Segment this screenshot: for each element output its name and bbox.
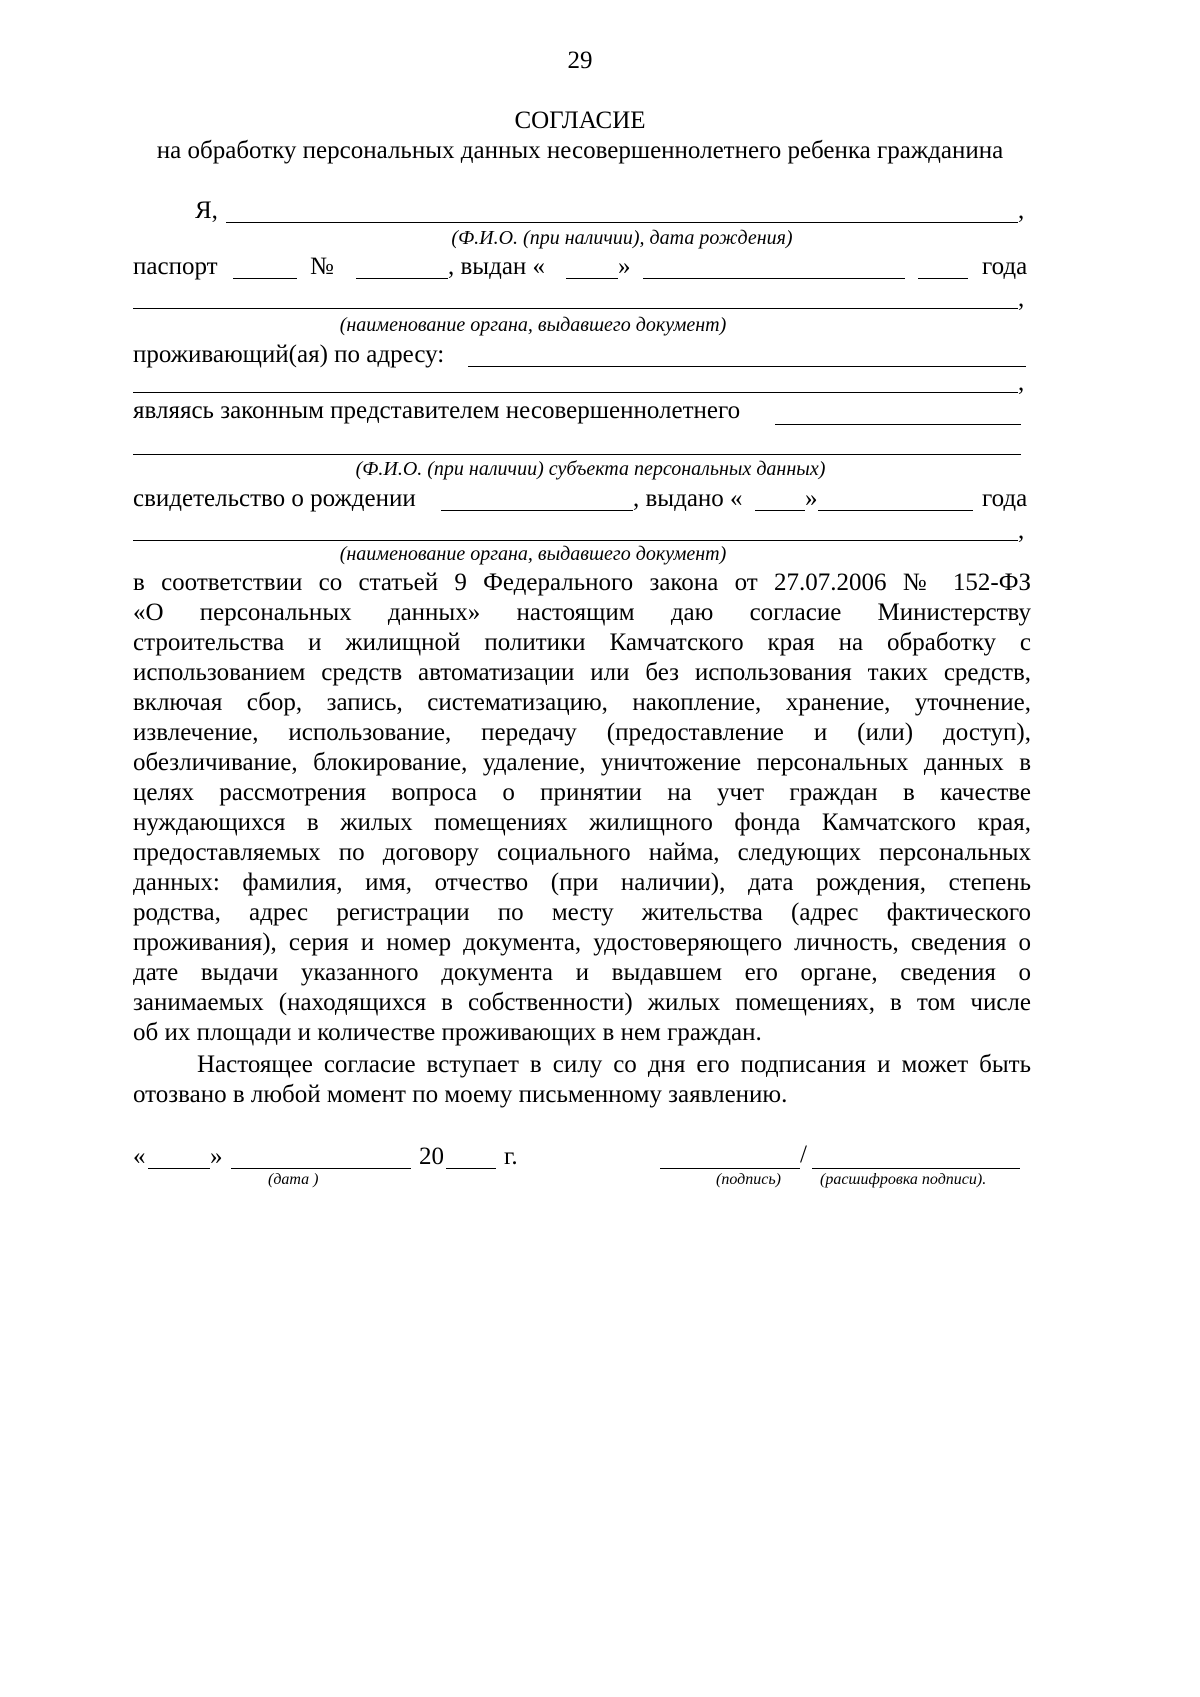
fio-field[interactable] [226,222,1018,223]
birth-cert-month-field[interactable] [818,510,973,511]
paragraph-line: использованием средств автоматизации или без использования таких средств, [133,659,1031,686]
issued-neut-label: , выдано « [633,485,743,512]
paragraph-line: обезличивание, блокирование, удаление, уничтожение персональных данных в [133,749,1031,776]
date-day-field[interactable] [148,1168,210,1169]
minor-name-field-2[interactable] [133,454,1021,455]
paragraph-line: дате выдачи указанного документа и выдавшем его органе, сведения о [133,959,1031,986]
paragraph-line: строительства и жилищной политики Камчатского края на обработку с [133,629,1031,656]
issued-label: , выдан « [448,253,546,280]
year-suffix: г. [504,1143,518,1170]
passport-issue-day-field[interactable] [566,278,618,279]
paragraph-line: Настоящее согласие вступает в силу со дня его подписания и может быть [197,1051,1031,1078]
caption-subject: (Ф.И.О. (при наличии) субъекта персональных данных) [355,458,826,480]
paragraph-line: об их площади и количестве проживающих в нем граждан. [133,1019,762,1046]
signature-slash: / [800,1141,807,1168]
document-title: СОГЛАСИЕ [514,107,646,134]
address-field-2[interactable] [133,392,1018,393]
representative-label: являясь законным представителем несовершеннолетнего [133,397,741,424]
paragraph-line: целях рассмотрения вопроса о принятии на учет граждан в качестве [133,779,1031,806]
date-quote-open: « [133,1143,146,1170]
birth-cert-number-field[interactable] [441,510,633,511]
paragraph-line: нуждающихся в жилых помещениях жилищного фонда Камчатского края, [133,809,1031,836]
quote-close: » [805,485,818,512]
birth-cert-label: свидетельство о рождении [133,485,416,512]
document-subtitle: на обработку персональных данных несовершеннолетнего ребенка гражданина [156,137,1004,164]
caption-date: (дата ) [268,1171,319,1188]
paragraph-line: в соответствии со статьей 9 Федерального закона от 27.07.2006 № 152-ФЗ [133,569,1031,596]
passport-series-field[interactable] [233,278,297,279]
paragraph-line: включая сбор, запись, систематизацию, накопление, хранение, уточнение, [133,689,1031,716]
signature-decoding-field[interactable] [812,1168,1020,1169]
address-field[interactable] [468,366,1026,367]
passport-issue-year-field[interactable] [918,278,968,279]
paragraph-line: родства, адрес регистрации по месту жительства (адрес фактического [133,899,1031,926]
caption-issuer: (наименование органа, выдавшего документ) [339,314,727,336]
page-number: 29 [567,47,593,74]
paragraph-line: отозвано в любой момент по моему письменному заявлению. [133,1081,788,1108]
quote-close: » [618,253,631,280]
birth-cert-day-field[interactable] [755,510,805,511]
comma: , [1018,197,1025,224]
caption-decoding: (расшифровка подписи). [820,1171,987,1188]
date-month-field[interactable] [231,1168,411,1169]
passport-issue-month-field[interactable] [643,278,905,279]
ya-label: Я, [195,197,218,224]
year-word: года [982,253,1028,280]
paragraph-line: предоставляемых по договору социального найма, следующих персональных [133,839,1031,866]
number-sign: № [310,253,334,280]
address-label: проживающий(ая) по адресу: [133,341,445,368]
comma: , [1018,369,1025,396]
caption-issuer-2: (наименование органа, выдавшего документ) [339,543,727,565]
date-year-field[interactable] [446,1168,496,1169]
comma: , [1018,517,1025,544]
year-prefix: 20 [419,1143,444,1170]
paragraph-line: занимаемых (находящихся в собственности) жилых помещениях, в том числе [133,989,1031,1016]
birth-cert-issuer-field[interactable] [133,540,1018,541]
comma: , [1018,285,1025,312]
date-quote-close: » [210,1143,223,1170]
passport-number-field[interactable] [356,278,448,279]
paragraph-line: «О персональных данных» настоящим даю согласие Министерству [133,599,1031,626]
minor-name-field[interactable] [775,424,1021,425]
caption-fio-birth: (Ф.И.О. (при наличии), дата рождения) [451,227,793,249]
year-word: года [982,485,1028,512]
caption-signature: (подпись) [716,1171,781,1188]
paragraph-line: извлечение, использование, передачу (предоставление и (или) доступ), [133,719,1031,746]
passport-label: паспорт [133,253,218,280]
paragraph-line: данных: фамилия, имя, отчество (при наличии), дата рождения, степень [133,869,1031,896]
passport-issuer-field[interactable] [133,308,1018,309]
signature-field[interactable] [660,1168,800,1169]
paragraph-line: проживания), серия и номер документа, удостоверяющего личность, сведения о [133,929,1031,956]
